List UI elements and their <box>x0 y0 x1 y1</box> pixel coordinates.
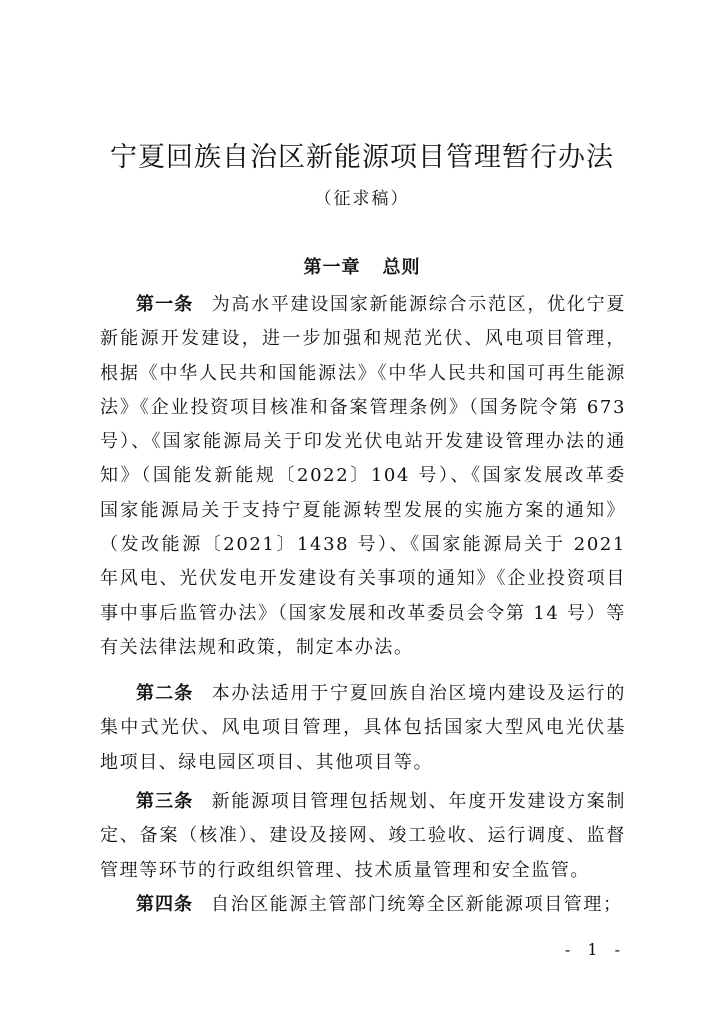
chapter-name: 总则 <box>382 257 421 278</box>
article-2-heading: 第二条 <box>136 683 194 704</box>
article-3-text: 新能源项目管理包括规划、年度开发建设方案制定、备案（核准）、建设及接网、竣工验收、运行调度、监督管理等环节的行政组织管理、技术质量管理和安全监管。 <box>100 791 627 881</box>
document-subtitle: （征求稿） <box>314 189 410 209</box>
article-2 <box>100 677 626 780</box>
article-4 <box>100 888 626 922</box>
chapter-heading <box>0 254 724 282</box>
article-1-heading: 第一条 <box>136 294 194 315</box>
article-1 <box>100 288 626 665</box>
article-4-text: 自治区能源主管部门统筹全区新能源项目管理； <box>211 894 623 915</box>
chapter-number: 第一章 <box>303 257 361 278</box>
article-3-heading: 第三条 <box>136 791 194 812</box>
article-2-text: 本办法适用于宁夏回族自治区境内建设及运行的集中式光伏、风电项目管理，具体包括国家大型风电光伏基地项目、绿电园区项目、其他项目等。 <box>100 683 627 773</box>
page-number: - 1 - <box>564 940 626 959</box>
article-4-heading: 第四条 <box>136 894 193 915</box>
article-3 <box>100 785 626 888</box>
article-1-text: 为高水平建设国家新能源综合示范区，优化宁夏新能源开发建设，进一步加强和规范光伏、风电项目管理，根据《中华人民共和国能源法》《中华人民共和国可再生能源法》《企业投资项目核准和备案管理条例》（国务院令第 673 号）、《国家能源局关于印发光伏电站开发建设管理办法的通知》（国能发新能规〔2022〕104 号）、《国家发展改革委 国家能源局关于支持宁夏能源转型发展的实施方案的通知》（发改能源〔2021〕1438 号）、《国家能源局关于 2021 年风电、光伏发电开发建设有关事项的通知》《企业投资项目事中事后监管办法》（国家发展和改革委员会令第 14 号）等有关法律法规和政策，制定本办法。 <box>100 294 627 658</box>
document-title: 宁夏回族自治区新能源项目管理暂行办法 <box>110 142 614 173</box>
